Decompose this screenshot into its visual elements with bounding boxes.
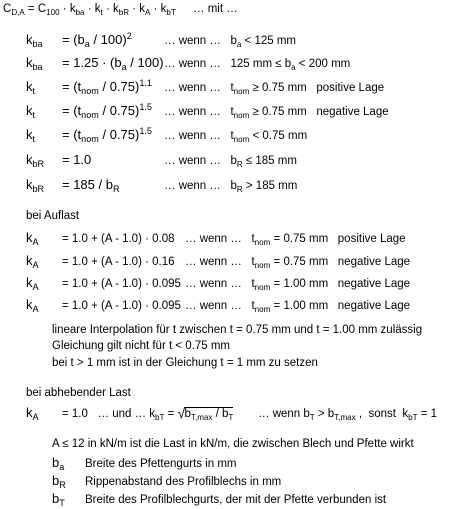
kbr-1-lhs: $k_{bR}$	[26, 152, 45, 169]
kt-1-cond: … wenn … $t_{nom} \ge 0.75$ mm positive Lage	[164, 82, 385, 96]
auflast-note-tmax: bei t > 1 mm ist in der Gleichung t = 1 mm zu setzen	[52, 357, 318, 369]
auflast-title: bei Auflast	[26, 210, 80, 222]
ka-row-2-rhs: = 1.0 + (A - 1.0) · 0.16	[62, 256, 175, 268]
kba-2-cond: … wenn … 125 mm ≤ $b_a < 200$ mm	[164, 58, 351, 72]
ka-row-3-cond: … wenn … $t_{nom} = 1.00$ mm negative Lage	[185, 278, 411, 292]
ka-row-1-lhs: $k_A$	[26, 230, 39, 247]
ka-row-1-rhs: = 1.0 + (A - 1.0) · 0.08	[62, 233, 175, 245]
kt-2-cond: … wenn … $t_{nom} \ge 0.75$ mm negative Lage	[164, 106, 389, 120]
ka-abhebend-lhs: $k_A$	[26, 405, 39, 422]
sqrt-term: √ $b_{T,max} / b_T$	[177, 405, 234, 422]
kt-2-lhs: $k_t$	[26, 103, 36, 120]
header-formula: $C_{D,A} = C_{100} \cdot k_{ba} \cdot k_t \cdot k_{bR} \cdot k_A \cdot k_{bT}$ … mit …	[3, 3, 238, 17]
kt-1-lhs: $k_t$	[26, 79, 36, 96]
ka-row-1-cond: … wenn … $t_{nom} = 0.75$ mm positive Lage	[185, 233, 406, 247]
legend-symbol-ba: $b_a$	[52, 455, 65, 472]
ka-row-2-cond: … wenn … $t_{nom} = 0.75$ mm negative Lage	[185, 256, 411, 270]
kbt-condition: … wenn $b_T > b_{T,max}$ , sonst $k_{bT} = 1$	[258, 408, 438, 422]
mit-label: … mit …	[193, 3, 238, 15]
legend-desc-bt: Breite des Profilblechgurts, der mit der Pfette verbunden ist	[85, 494, 387, 506]
kbr-2-lhs: $k_{bR}$	[26, 177, 45, 194]
kbr-2-rhs: = $185 / b_R$	[62, 177, 120, 194]
ka-row-2-lhs: $k_A$	[26, 253, 39, 270]
kba-2-rhs: = $1.25 \cdot (b_a / 100)$	[62, 55, 164, 72]
kt-3-rhs: = $(t_{nom} / 0.75)^{1.5}$	[62, 126, 152, 144]
ka-row-4-lhs: $k_A$	[26, 297, 39, 314]
kba-1-lhs: $k_{ba}$	[26, 32, 43, 49]
kt-3-lhs: $k_t$	[26, 127, 36, 144]
ka-abhebend-rhs: = 1.0 … und … $k_{bT}$ = √ $b_{T,max} / b_T$	[62, 405, 234, 422]
auflast-note-validity: Gleichung gilt nicht für t < 0.75 mm	[52, 340, 231, 352]
ka-row-3-rhs: = 1.0 + (A - 1.0) · 0.095	[62, 278, 181, 290]
legend-symbol-bt: $b_T$	[52, 491, 65, 508]
kba-1-cond: … wenn … $b_a < 125$ mm	[164, 35, 297, 49]
ka-row-3-lhs: $k_A$	[26, 275, 39, 292]
legend-symbol-br: $b_R$	[52, 473, 66, 490]
ka-row-4-cond: … wenn … $t_{nom} = 1.00$ mm negative Lage	[185, 300, 411, 314]
kbr-1-cond: … wenn … $b_R \le 185$ mm	[164, 155, 297, 169]
abhebend-note: A ≤ 12 in kN/m ist die Last in kN/m, die zwischen Blech und Pfette wirkt	[52, 438, 414, 450]
kbr-2-cond: … wenn … $b_R > 185$ mm	[164, 180, 298, 194]
kbr-1-rhs: = 1.0	[62, 152, 92, 167]
kt-2-rhs: = $(t_{nom} / 0.75)^{1.5}$	[62, 102, 152, 120]
kba-1-rhs: = $(b_a / 100)^2$	[62, 31, 132, 49]
kt-1-rhs: = $(t_{nom} / 0.75)^{1.1}$	[62, 78, 152, 96]
kba-2-lhs: $k_{ba}$	[26, 55, 43, 72]
kt-3-cond: … wenn … $t_{nom} < 0.75$ mm	[164, 130, 308, 144]
auflast-note-interpolation: lineare Interpolation für t zwischen t = 0.75 mm und t = 1.00 mm zulässig	[52, 324, 423, 336]
ka-row-4-rhs: = 1.0 + (A - 1.0) · 0.095	[62, 300, 181, 312]
abhebend-title: bei abhebender Last	[26, 387, 131, 399]
legend-desc-ba: Breite des Pfettengurts in mm	[85, 458, 237, 470]
legend-desc-br: Rippenabstand des Profilblechs in mm	[85, 476, 282, 488]
